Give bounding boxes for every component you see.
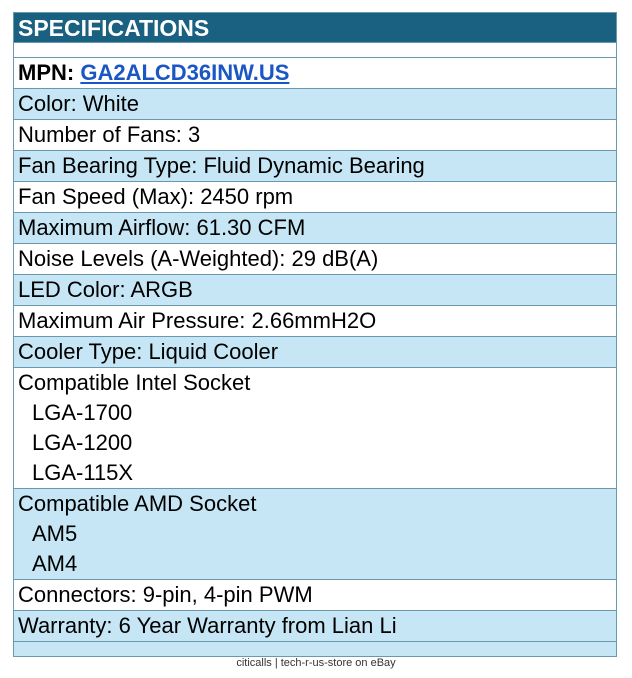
spec-row-air-pressure: Maximum Air Pressure: 2.66mmH2O — [14, 305, 616, 336]
amd-socket-item: AM4 — [32, 551, 78, 576]
spec-row-empty — [14, 641, 616, 656]
spec-list — [13, 57, 617, 657]
spec-row-fan-bearing: Fan Bearing Type: Fluid Dynamic Bearing — [14, 150, 616, 181]
intel-socket-title: Compatible Intel Socket — [18, 370, 251, 395]
spec-row-noise-levels: Noise Levels (A-Weighted): 29 dB(A) — [14, 243, 616, 274]
spec-row-connectors: Connectors: 9-pin, 4-pin PWM — [14, 579, 616, 610]
amd-socket-title: Compatible AMD Socket — [18, 491, 257, 516]
spec-row-cooler-type: Cooler Type: Liquid Cooler — [14, 336, 616, 367]
specifications-table — [13, 12, 617, 657]
spec-row-fan-speed: Fan Speed (Max): 2450 rpm — [14, 181, 616, 212]
intel-socket-item: LGA-1700 — [32, 400, 133, 425]
intel-socket-item: LGA-115X — [32, 460, 134, 485]
spec-row-amd-socket — [14, 488, 616, 579]
spec-row-number-of-fans: Number of Fans: 3 — [14, 119, 616, 150]
spec-row-intel-socket — [14, 367, 616, 488]
spec-row-color: Color: White — [14, 88, 616, 119]
header-gap — [13, 43, 617, 57]
mpn-link[interactable]: GA2ALCD36INW.US — [80, 60, 290, 85]
spec-row-warranty: Warranty: 6 Year Warranty from Lian Li — [14, 610, 616, 641]
amd-socket-item: AM5 — [32, 521, 78, 546]
intel-socket-item: LGA-1200 — [32, 430, 133, 455]
mpn-row — [14, 57, 616, 88]
mpn-label: MPN: — [18, 60, 75, 85]
footer-credit: citicalls | tech-r-us-store on eBay — [236, 657, 396, 669]
spec-row-led-color: LED Color: ARGB — [14, 274, 616, 305]
specifications-header: SPECIFICATIONS — [13, 12, 617, 43]
spec-row-max-airflow: Maximum Airflow: 61.30 CFM — [14, 212, 616, 243]
